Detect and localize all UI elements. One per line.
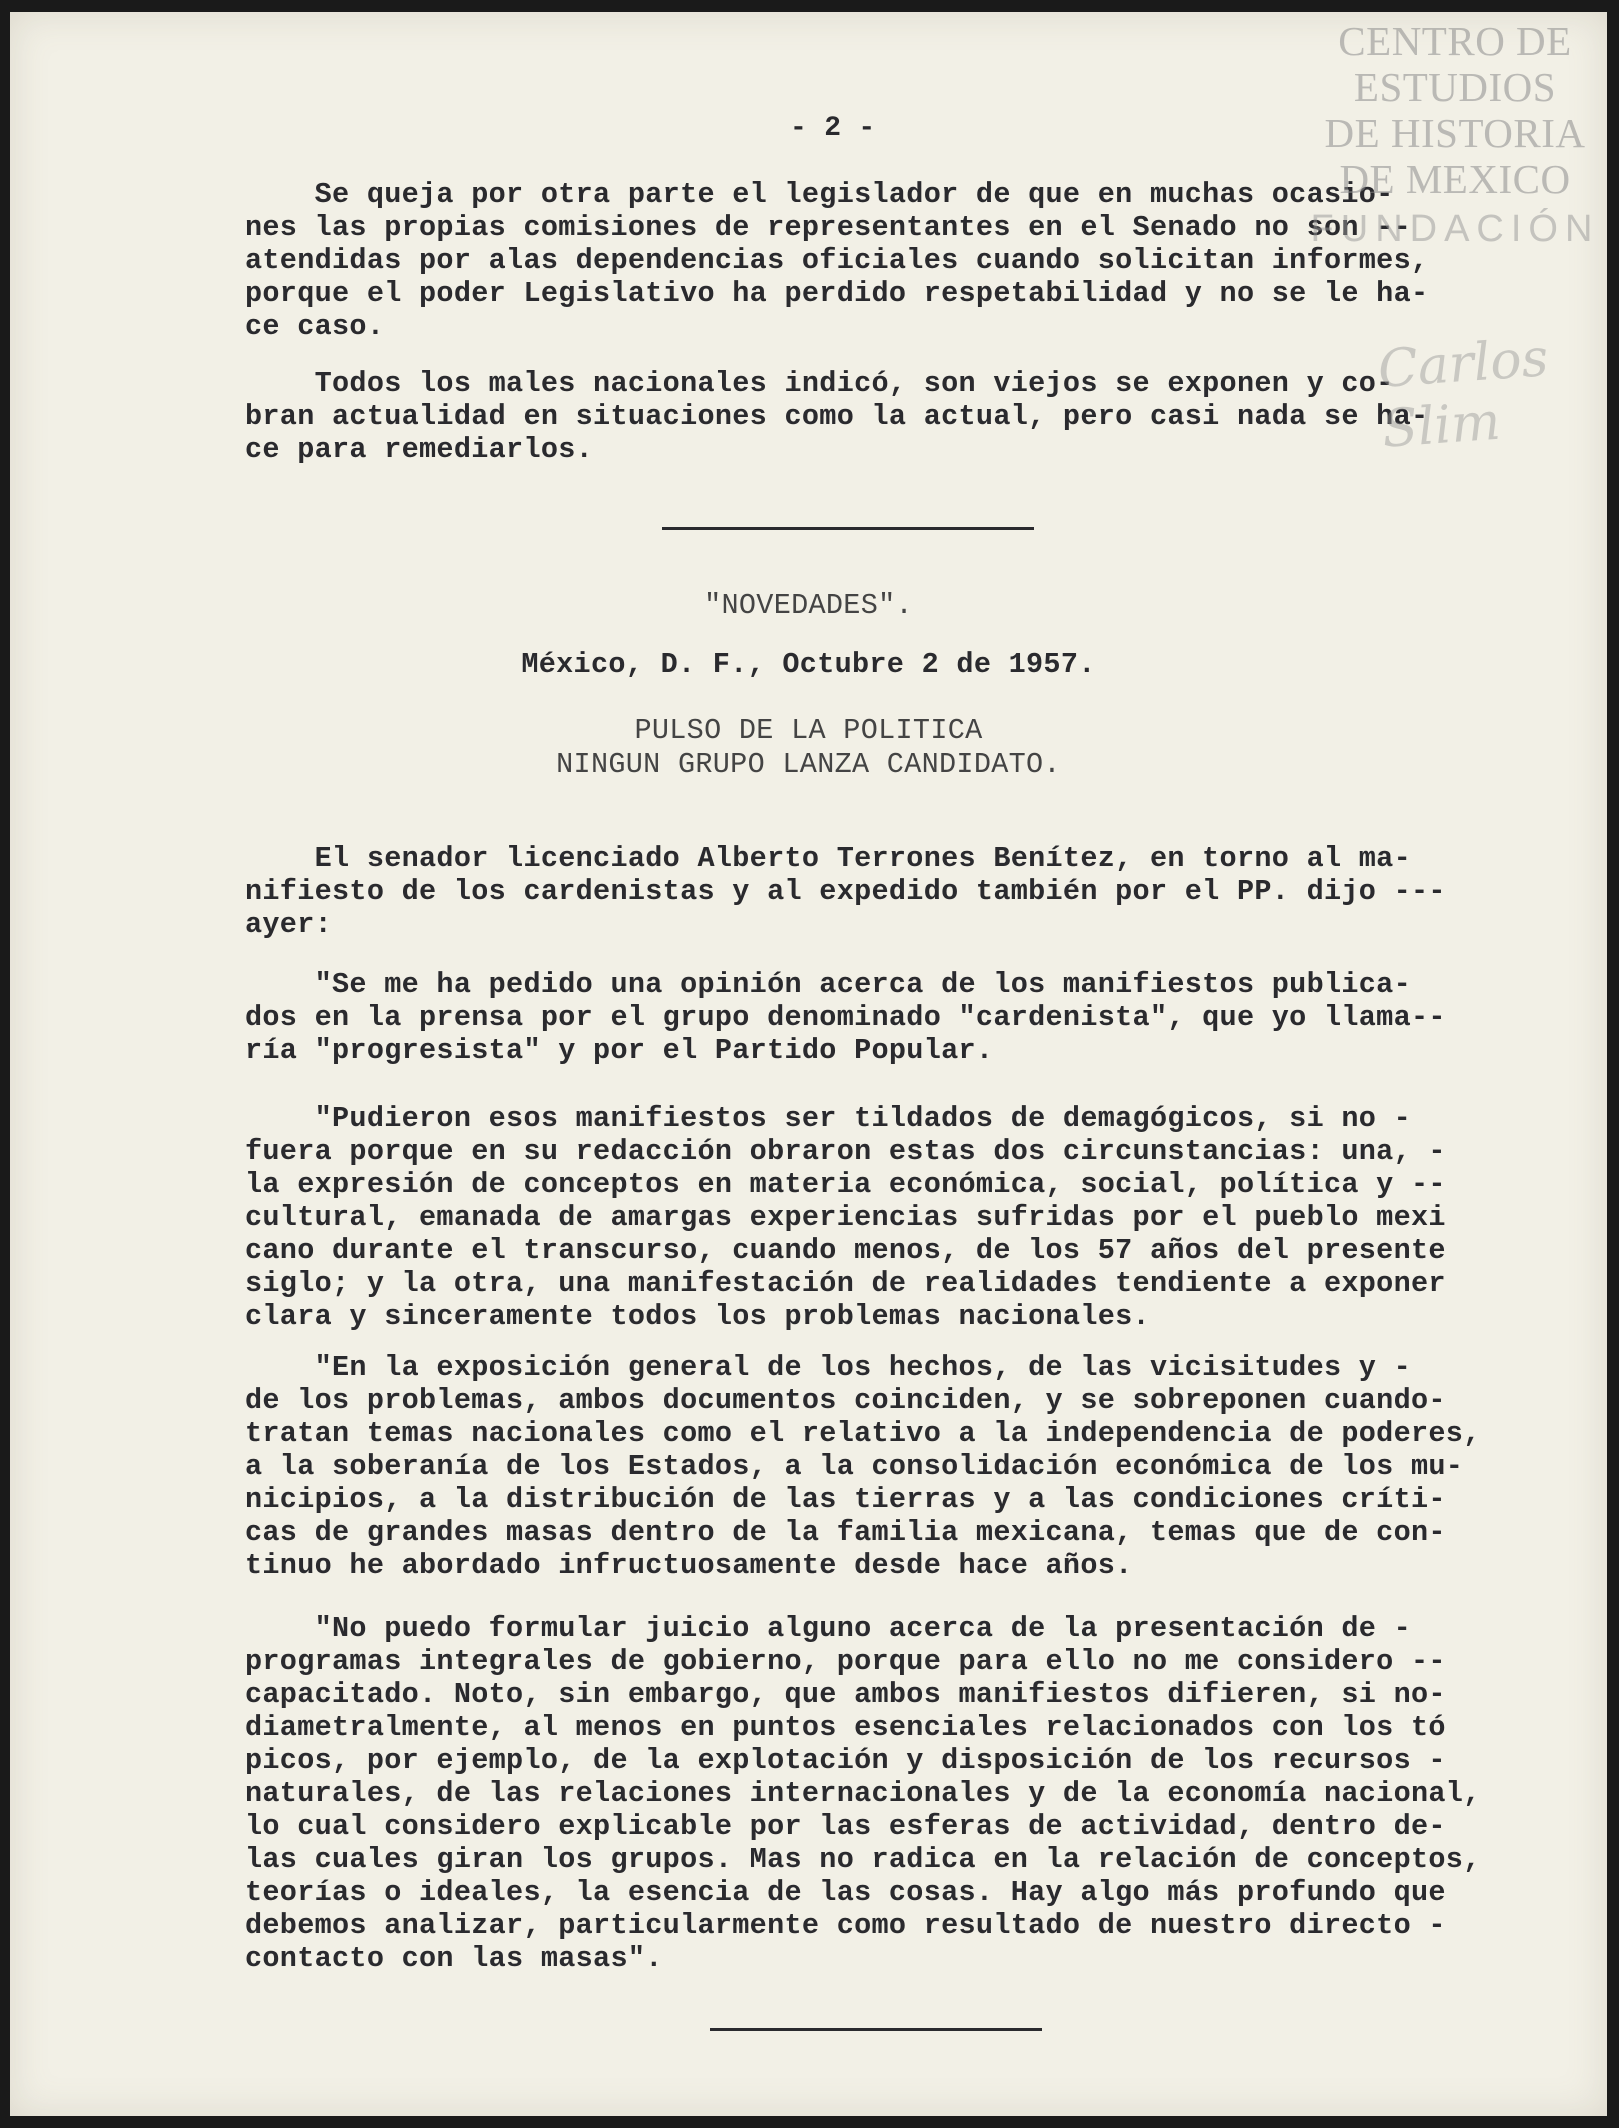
- section-divider: [662, 527, 1034, 530]
- end-divider: [710, 2028, 1042, 2031]
- document-page: [10, 12, 1607, 2116]
- paragraph-senate-commissions: Se queja por otra parte el legislador de que en muchas ocasio- nes las propias comisiones de representantes en el Senado no son -- atendidas por alas dependencias oficiales cuando solicitan informes, porque el poder Legislativo ha perdido respetabilidad y no se le ha- ce caso.: [245, 178, 1429, 343]
- paragraph-senator-intro: El senador licenciado Alberto Terrones Benítez, en torno al ma- nifiesto de los cardenistas y al expedido también por el PP. dijo --- ayer:: [245, 842, 1446, 941]
- watermark-foundation: FUNDACIÓN: [1310, 208, 1600, 250]
- watermark-line: DE HISTORIA: [1324, 110, 1586, 156]
- newspaper-source: "NOVEDADES".: [704, 589, 913, 622]
- watermark-signature: Carlos Slim: [1376, 328, 1551, 460]
- page-number: - 2 -: [790, 113, 876, 144]
- paragraph-national-ills: Todos los males nacionales indicó, son viejos se exponen y co- bran actualidad en situaciones como la actual, pero casi nada se ha- ce para remediarlos.: [245, 367, 1429, 466]
- paragraph-opinion-request: "Se me ha pedido una opinión acerca de los manifiestos publica- dos en la prensa por el grupo denominado "cardenista", que yo llama-- ría "progresista" y por el Partido Popular.: [245, 968, 1446, 1067]
- column-headline: PULSO DE LA POLITICA: [634, 714, 983, 747]
- watermark-line: ESTUDIOS: [1353, 64, 1557, 110]
- archive-watermark: [1300, 18, 1607, 252]
- article-headline: NINGUN GRUPO LANZA CANDIDATO.: [556, 748, 1061, 781]
- paragraph-demagogic: "Pudieron esos manifiestos ser tildados de demagógicos, si no - fuera porque en su redacción obraron estas dos circunstancias: una, - la expresión de conceptos en materia económica, social, política y -- cultural, emanada de amargas experiencias sufridas por el pueblo mexi cano durante el transcurso, cuando menos, de los 57 años del presente siglo; y la otra, una manifestación de realidades tendiente a exponer clara y sinceramente todos los problemas nacionales.: [245, 1102, 1446, 1333]
- watermark-line: CENTRO DE: [1338, 18, 1572, 64]
- place-date-line: México, D. F., Octubre 2 de 1957.: [521, 648, 1096, 681]
- watermark-line: DE MEXICO: [1339, 156, 1571, 202]
- paragraph-exposition: "En la exposición general de los hechos, de las vicisitudes y - de los problemas, ambos documentos coinciden, y se sobreponen cuando- tratan temas nacionales como el relativo a la independencia de poderes, a la soberanía de los Estados, a la consolidación económica de los mu- nicipios, a la distribución de las tierras y a las condiciones críti- cas de grandes masas dentro de la familia mexicana, temas que de con- tinuo he abordado infructuosamente desde hace años.: [245, 1351, 1481, 1582]
- paragraph-government-programs: "No puedo formular juicio alguno acerca de la presentación de - programas integrales de gobierno, porque para ello no me considero -- capacitado. Noto, sin embargo, que ambos manifiestos difieren, si no- diametralmente, al menos en puntos esenciales relacionados con los tó picos, por ejemplo, de la explotación y disposición de los recursos - naturales, de las relaciones internacionales y de la economía nacional, lo cual considero explicable por las esferas de actividad, dentro de- las cuales giran los grupos. Mas no radica en la relación de conceptos, teorías o ideales, la esencia de las cosas. Hay algo más profundo que debemos analizar, particularmente como resultado de nuestro directo - contacto con las masas".: [245, 1612, 1481, 1975]
